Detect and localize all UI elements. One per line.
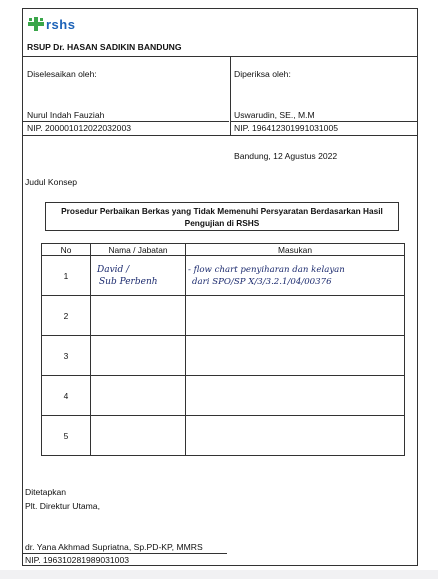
handwritten-name: David /: [97, 264, 130, 275]
completed-by-name: Nurul Indah Fauziah: [27, 110, 105, 120]
row-number: 4: [42, 376, 91, 416]
handwritten-note-line2: dari SPO/SP X/3/3.2.1/04/00376: [192, 276, 332, 287]
director-nip: NIP. 196310281989031003: [25, 555, 130, 565]
masukan-cell: [186, 416, 405, 456]
masukan-cell: [186, 296, 405, 336]
logo-text: rshs: [46, 16, 76, 32]
divider: [23, 135, 417, 136]
checked-by-nip: NIP. 196412301991031005: [234, 123, 339, 133]
revision-table: [41, 243, 405, 456]
nama-cell: [91, 336, 186, 376]
row-number: 1: [42, 256, 91, 296]
completed-by-nip: NIP. 200001012022032003: [27, 123, 132, 133]
signature-line: [23, 553, 227, 554]
director-title: Plt. Direktur Utama,: [25, 501, 100, 511]
table-row: [42, 376, 405, 416]
row-number: 5: [42, 416, 91, 456]
masukan-cell: [186, 336, 405, 376]
row-number: 3: [42, 336, 91, 376]
table-row: [42, 296, 405, 336]
masukan-cell: [186, 256, 405, 296]
judul-label: Judul Konsep: [25, 177, 78, 187]
divider: [230, 56, 231, 136]
hospital-name: RSUP Dr. HASAN SADIKIN BANDUNG: [27, 42, 182, 52]
nama-cell: [91, 256, 186, 296]
concept-title: Prosedur Perbaikan Berkas yang Tidak Memenuhi Persyaratan Berdasarkan Hasil Pengujian di RSHS: [61, 205, 383, 228]
signature-line: [231, 121, 417, 122]
handwritten-note-line1: - flow chart penyiharan dan kelayan: [188, 264, 345, 275]
divider: [23, 56, 417, 57]
cross-icon: [28, 17, 44, 31]
table-header-row: [42, 244, 405, 256]
viewer-bottom-bar: [0, 570, 438, 579]
handwritten-position: Sub Perbenh: [99, 276, 158, 287]
table-row: [42, 336, 405, 376]
date-text: Bandung, 12 Agustus 2022: [234, 151, 338, 161]
column-header-nama: Nama / Jabatan: [91, 244, 186, 256]
signature-line: [23, 121, 229, 122]
column-header-no: No: [42, 244, 91, 256]
column-header-masukan: Masukan: [186, 244, 405, 256]
table-row: [42, 416, 405, 456]
document-page: [22, 8, 418, 566]
completed-by-label: Diselesaikan oleh:: [27, 69, 97, 79]
nama-cell: [91, 416, 186, 456]
rshs-logo: [28, 14, 75, 34]
ditetapkan-label: Ditetapkan: [25, 487, 67, 497]
row-number: 2: [42, 296, 91, 336]
checked-by-label: Diperiksa oleh:: [234, 69, 291, 79]
masukan-cell: [186, 376, 405, 416]
table-row: [42, 256, 405, 296]
nama-cell: [91, 296, 186, 336]
director-name: dr. Yana Akhmad Supriatna, Sp.PD-KP, MMRS: [25, 542, 203, 552]
nama-cell: [91, 376, 186, 416]
checked-by-name: Uswarudin, SE., M.M: [234, 110, 315, 120]
concept-title-box: [45, 202, 399, 231]
